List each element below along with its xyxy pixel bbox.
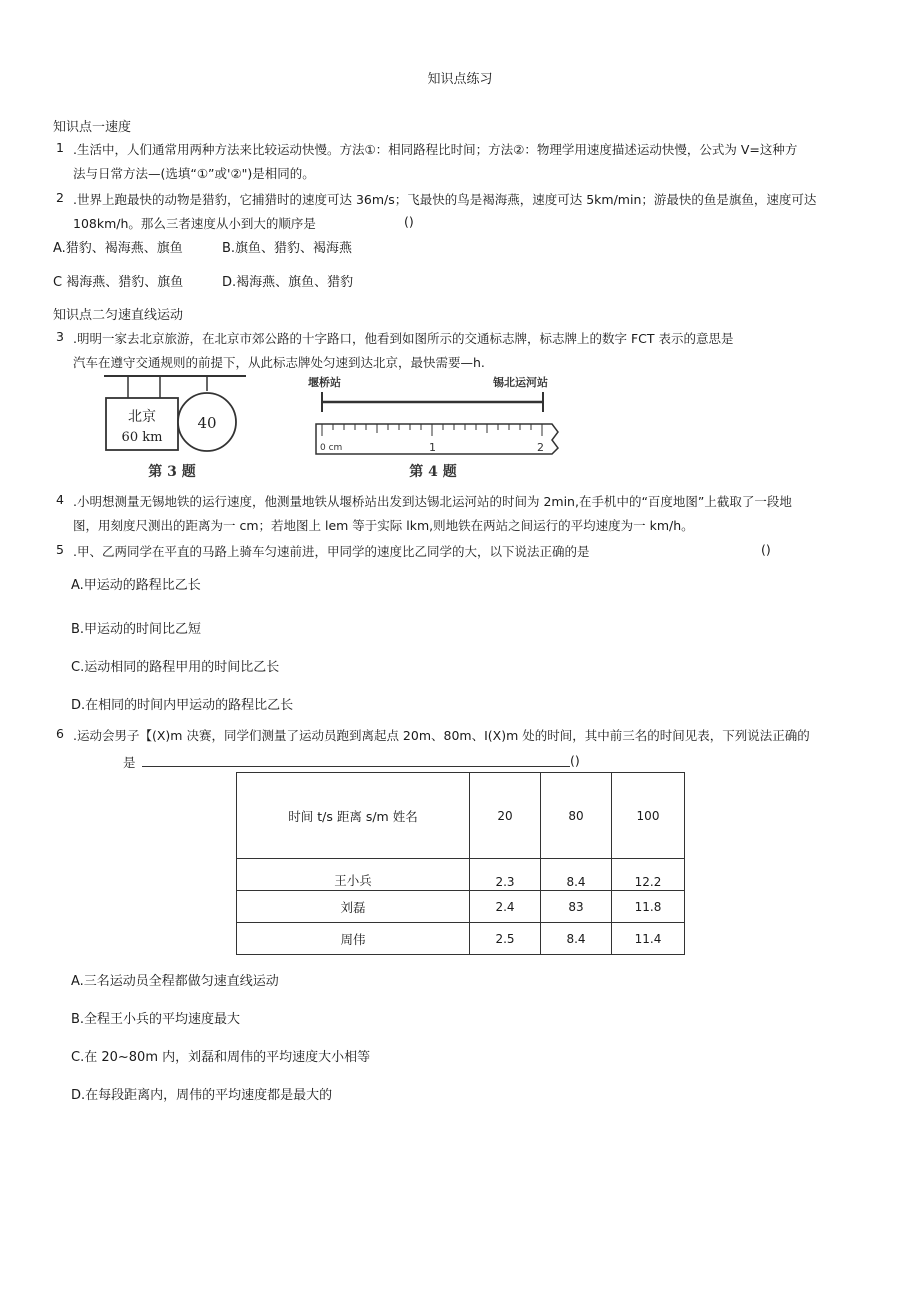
table-row	[237, 891, 685, 923]
q3-number: 3	[56, 329, 64, 344]
race-time-table	[236, 772, 685, 955]
ruler-zero-label: 0 cm	[320, 443, 343, 453]
station-right-label: 锡北运河站	[493, 376, 548, 389]
table-row	[237, 859, 685, 891]
table-cell: 8.4	[541, 859, 612, 891]
q2-option-d: D.褐海燕、旗鱼、猎豹	[222, 275, 354, 290]
q1-number: 1	[56, 140, 64, 155]
q2-text-line1: .世界上跑最快的动物是猎豹，它捕猎时的速度可达 36m/s；飞最快的鸟是褐海燕，速度可达 5km/min；游最快的鱼是旗鱼，速度可达	[73, 192, 817, 207]
table-cell: 2.3	[470, 859, 541, 891]
section-heading-2: 知识点二匀速直线运动	[53, 308, 184, 323]
figure-3-caption: 第 3 题	[148, 464, 196, 480]
station-left-label: 堰桥站	[308, 376, 341, 389]
table-row	[237, 923, 685, 955]
table-col-header: 80	[541, 773, 612, 859]
q6-text-line2: 是	[123, 755, 136, 770]
q1-text-line2: 法与日常方法—(选填“①”或'②")是相同的。	[73, 166, 315, 181]
figure-4-map-ruler	[308, 375, 558, 480]
table-cell: 11.8	[612, 891, 685, 923]
q3-text-line2: 汽车在遵守交通规则的前提下，从此标志牌处匀速到达北京，最快需要—h.	[73, 355, 485, 370]
ruler-one-label: 1	[429, 441, 436, 454]
ruler-body	[316, 424, 558, 454]
q5-option-d: D.在相同的时间内甲运动的路程比乙长	[71, 698, 294, 713]
figure-3-traffic-sign	[104, 376, 246, 480]
q2-number: 2	[56, 190, 64, 205]
table-header-row	[237, 773, 685, 859]
q6-text-line1: .运动会男子【(X)m 决赛，同学们测量了运动员跑到离起点 20m、80m、I(X)m 处的时间，其中前三名的时间见表，下列说法正确的	[73, 728, 810, 743]
q5-answer-paren: ()	[761, 542, 771, 557]
figure-4-caption: 第 4 题	[409, 464, 457, 480]
table-cell: 83	[541, 891, 612, 923]
q6-option-c: C.在 20~80m 内，刘磊和周伟的平均速度大小相等	[71, 1050, 371, 1065]
q4-text-line2: 图，用刻度尺测出的距离为一 cm；若地图上 lem 等于实际 lkm,则地铁在两站之间运行的平均速度为一 km/h。	[73, 518, 694, 533]
table-cell: 2.5	[470, 923, 541, 955]
q1-text-line1: .生活中，人们通常用两种方法来比较运动快慢。方法①：相同路程比时间；方法②：物理学用速度描述运动快慢，公式为 V=这种方	[73, 142, 798, 157]
table-cell: 12.2	[612, 859, 685, 891]
q4-number: 4	[56, 492, 64, 507]
table-cell: 11.4	[612, 923, 685, 955]
page-title: 知识点练习	[427, 72, 493, 87]
q6-option-b: B.全程王小兵的平均速度最大	[71, 1012, 241, 1027]
q6-number: 6	[56, 726, 64, 741]
q2-option-a: A.猎豹、褐海燕、旗鱼	[53, 241, 183, 256]
table-col-header: 20	[470, 773, 541, 859]
q5-number: 5	[56, 542, 64, 557]
q2-answer-paren: ()	[404, 214, 414, 229]
speed-limit-value: 40	[197, 414, 217, 432]
figures-3-4	[100, 372, 570, 484]
table-cell-name: 刘磊	[237, 891, 470, 923]
q6-answer-blank-line	[142, 766, 570, 767]
q6-answer-paren: ()	[570, 753, 580, 768]
q2-option-b: B.旗鱼、猎豹、褐海燕	[222, 241, 353, 256]
ruler-two-label: 2	[537, 441, 544, 454]
table-cell: 8.4	[541, 923, 612, 955]
q5-text-line1: .甲、乙两同学在平直的马路上骑车匀速前进，甲同学的速度比乙同学的大，以下说法正确的是	[73, 544, 590, 559]
table-cell: 2.4	[470, 891, 541, 923]
q4-text-line1: .小明想测量无锡地铁的运行速度，他测量地铁从堰桥站出发到达锡北运河站的时间为 2min,在手机中的“百度地图”上截取了一段地	[73, 494, 792, 509]
q5-option-a: A.甲运动的路程比乙长	[71, 578, 201, 593]
sign-distance-label: 60 km	[121, 430, 163, 445]
q3-text-line1: .明明一家去北京旅游，在北京市郊公路的十字路口，他看到如图所示的交通标志牌，标志牌上的数字 FCT 表示的意思是	[73, 331, 734, 346]
sign-destination-label: 北京	[128, 409, 156, 425]
q2-text-line2: 108km/h。那么三者速度从小到大的顺序是	[73, 216, 316, 231]
section-heading-1: 知识点一速度	[53, 120, 132, 135]
table-cell-name: 周伟	[237, 923, 470, 955]
table-cell-name: 王小兵	[237, 859, 470, 891]
table-col-header: 100	[612, 773, 685, 859]
q6-option-d: D.在每段距离内，周伟的平均速度都是最大的	[71, 1088, 333, 1103]
q6-option-a: A.三名运动员全程都做匀速直线运动	[71, 974, 279, 989]
table-corner-header: 时间 t/s 距离 s/m 姓名	[237, 773, 470, 859]
q2-option-c: C 褐海燕、猎豹、旗鱼	[53, 275, 184, 290]
q5-option-c: C.运动相同的路程甲用的时间比乙长	[71, 660, 280, 675]
q5-option-b: B.甲运动的时间比乙短	[71, 622, 202, 637]
